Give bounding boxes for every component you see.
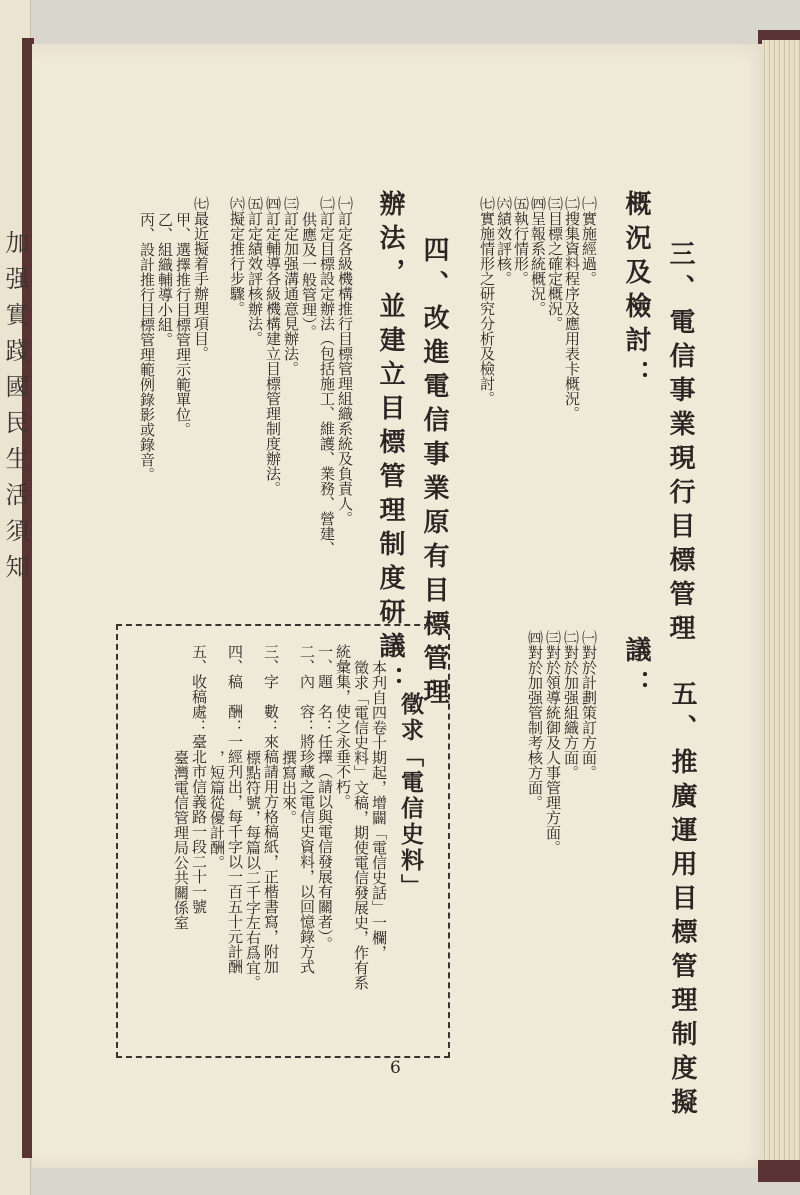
section4-item: ㈥擬定推行步驟。 xyxy=(228,196,246,316)
notice-line: 統彙集，使之永垂不朽。 xyxy=(334,644,352,809)
section5-item: ㈠對於計劃策訂方面。 xyxy=(580,630,598,780)
section4-item: 甲、選擇推行目標管理示範單位。 xyxy=(174,212,192,437)
notice-line: 四、稿 酬：一經刋出，每千字以一百五十元計酬 xyxy=(226,644,244,974)
section4-item: 乙、組織輔導小組。 xyxy=(156,212,174,347)
section5-item: ㈢對於領導統御及人事管理方面。 xyxy=(544,630,562,855)
section3-item: ㈣呈報系統概況。 xyxy=(529,196,547,316)
notice-line: 撰寫出來。 xyxy=(280,750,298,825)
notice-line: 徵求「電信史料」文稿，期使電信發展史，作有系 xyxy=(352,660,370,990)
section4-item: ㈡訂定目標設定辦法（包括施工、維護、業務、營建、 xyxy=(318,196,336,556)
section3-item: ㈠實施經過。 xyxy=(580,196,598,286)
notice-line: 五、收稿處：臺北市信義路一段二十一號 xyxy=(190,644,208,914)
section4-item: ㈦最近擬着手辦理項目。 xyxy=(192,196,210,361)
section3-title: 三、電信事業現行目標管理 xyxy=(665,240,695,648)
section3-item: ㈢目標之確定概況。 xyxy=(546,196,564,331)
section3-item: ㈦實施情形之研究分析及檢討。 xyxy=(478,196,496,406)
notice-line: 三、字 數：來稿請用方格稿紙，正楷書寫，附加 xyxy=(262,644,280,974)
section4-item: ㈠訂定各級機構推行目標管理組織系統及負責人。 xyxy=(336,196,354,526)
section5-title: 五、推廣運用目標管理制度擬 xyxy=(667,680,697,1122)
section4-item: ㈣訂定輔導各級機構建立目標管理制度辦法。 xyxy=(264,196,282,496)
section4-item: 供應及一般管理）。 xyxy=(300,212,318,340)
notice-title: 徵求「電信史料」 xyxy=(397,692,424,900)
section4-subtitle: 辦法，並建立目標管理制度研議： xyxy=(375,190,405,700)
notice-line: 二、內 容：將珍藏之電信史資料，以回憶錄方式 xyxy=(298,644,316,974)
spine-title: 加强實踐國民生活須知 xyxy=(1,230,29,590)
notice-line: 標點符號，每篇以二千字左右爲宜。 xyxy=(244,750,262,990)
section4-item: 丙、設計推行目標管理範例錄影或錄音。 xyxy=(138,212,156,482)
notice-line: 一、題 名：任擇（請以與電信發展有關者）。 xyxy=(316,644,334,952)
section3-item: ㈡搜集資料程序及應用表卡概況。 xyxy=(563,196,581,421)
section3-item: ㈥績效評核。 xyxy=(495,196,513,286)
notice-line: 臺灣電信管理局公共關係室 xyxy=(172,750,190,930)
cover-board-bottom xyxy=(758,1160,800,1182)
notice-line: ，短篇從優計酬。 xyxy=(208,750,226,870)
section5-item: ㈡對於加强組織方面。 xyxy=(562,630,580,780)
section5-subtitle: 議： xyxy=(621,636,651,704)
section4-title: 四、改進電信事業原有目標管理 xyxy=(419,236,449,712)
notice-line: 本刋自四卷十期起，增闢「電信史話」一欄， xyxy=(370,660,388,960)
section5-item: ㈣對於加强管制考核方面。 xyxy=(526,630,544,810)
section3-subtitle: 概況及檢討： xyxy=(621,190,651,394)
page-stack-edge xyxy=(762,40,800,1175)
section4-item: ㈤訂定績效評核辦法。 xyxy=(246,196,264,346)
page-number: 6 xyxy=(390,1058,401,1078)
section4-item: ㈢訂定加强溝通意見辦法。 xyxy=(282,196,300,376)
section3-item: ㈤執行情形。 xyxy=(512,196,530,286)
